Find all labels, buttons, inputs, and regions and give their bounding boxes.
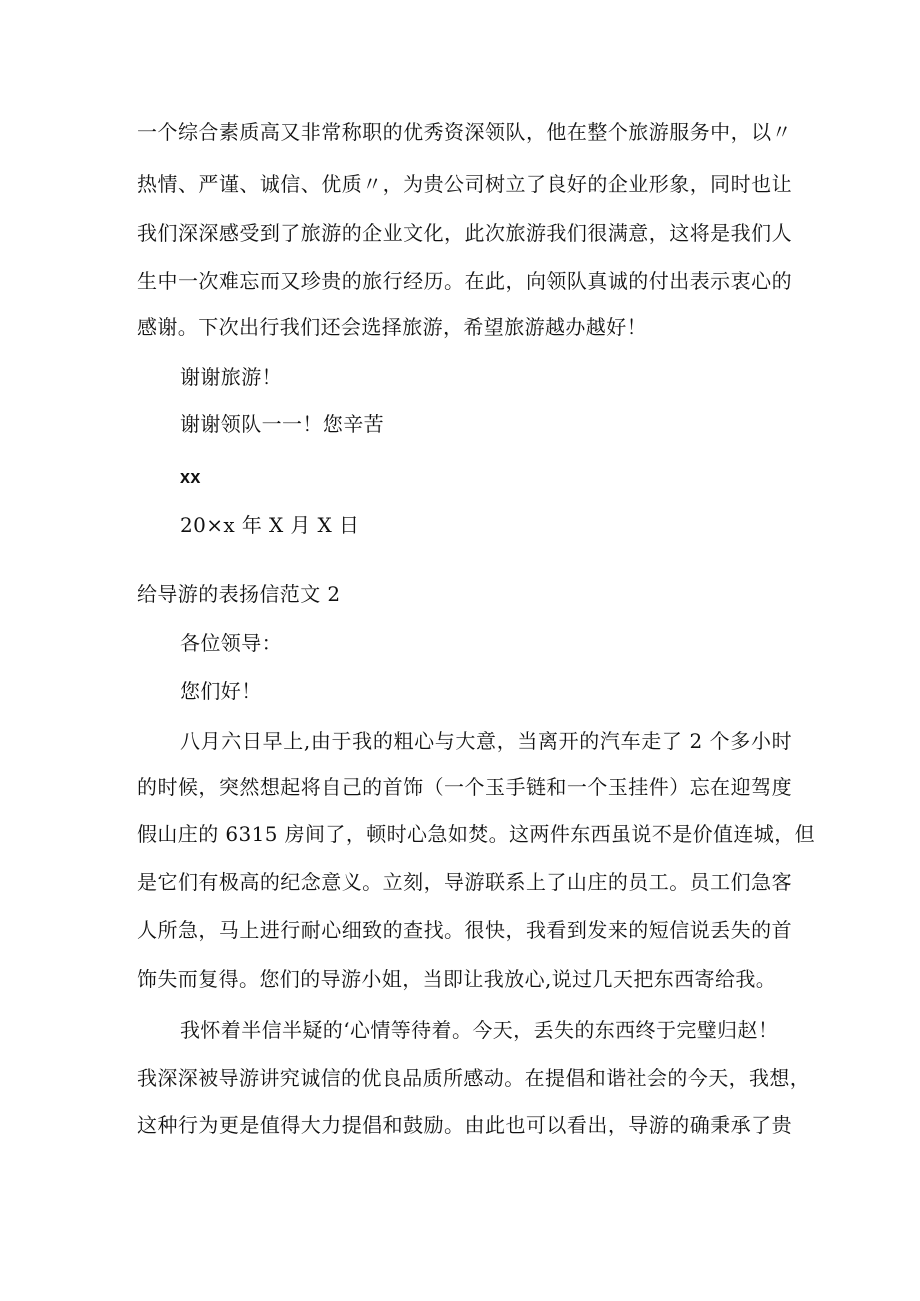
paragraph-line: 这种行为更是值得大力提倡和鼓励。由此也可以看出，导游的确秉承了贵 bbox=[137, 1113, 792, 1137]
paragraph-line: 八月六日早上,由于我的粗心与大意，当离开的汽车走了 2 个多小时 bbox=[180, 729, 792, 753]
paragraph-line: 我深深被导游讲究诚信的优良品质所感动。在提倡和谐社会的今天，我想， bbox=[137, 1066, 811, 1090]
thanks-travel-line: 谢谢旅游！ bbox=[180, 365, 282, 389]
paragraph-line: 感谢。下次出行我们还会选择旅游，希望旅游越办越好！ bbox=[137, 315, 647, 339]
thanks-leader-line: 谢谢领队一一！您辛苦 bbox=[180, 412, 384, 436]
paragraph-line: 我们深深感受到了旅游的企业文化，此次旅游我们很满意，这将是我们人 bbox=[137, 221, 792, 245]
paragraph-line: 假山庄的 6315 房间了，顿时心急如焚。这两件东西虽说不是价值连城，但 bbox=[137, 822, 816, 846]
paragraph-line: 饰失而复得。您们的导游小姐，当即让我放心,说过几天把东西寄给我。 bbox=[137, 967, 777, 991]
letter-heading: 给导游的表扬信范文 2 bbox=[137, 582, 341, 606]
greeting: 您们好！ bbox=[180, 679, 262, 703]
signature: xx bbox=[180, 467, 201, 487]
paragraph-line: 热情、严谨、诚信、优质〃，为贵公司树立了良好的企业形象，同时也让 bbox=[137, 172, 792, 196]
paragraph-line: 一个综合素质高又非常称职的优秀资深领队，他在整个旅游服务中，以〃 bbox=[137, 120, 792, 144]
letter-date: 20×x 年 X 月 X 日 bbox=[180, 513, 360, 537]
paragraph-line: 我怀着半信半疑的‘心情等待着。今天，丢失的东西终于完璧归赵！ bbox=[180, 1018, 779, 1042]
paragraph-line: 是它们有极高的纪念意义。立刻，导游联系上了山庄的员工。员工们急客 bbox=[137, 870, 792, 894]
paragraph-line: 的时候，突然想起将自己的首饰（一个玉手链和一个玉挂件）忘在迎驾度 bbox=[137, 775, 792, 799]
paragraph-line: 生中一次难忘而又珍贵的旅行经历。在此，向领队真诚的付出表示衷心的 bbox=[137, 269, 792, 293]
paragraph-line: 人所急，马上进行耐心细致的查找。很快，我看到发来的短信说丢失的首 bbox=[137, 918, 792, 942]
salutation: 各位领导： bbox=[180, 631, 282, 655]
